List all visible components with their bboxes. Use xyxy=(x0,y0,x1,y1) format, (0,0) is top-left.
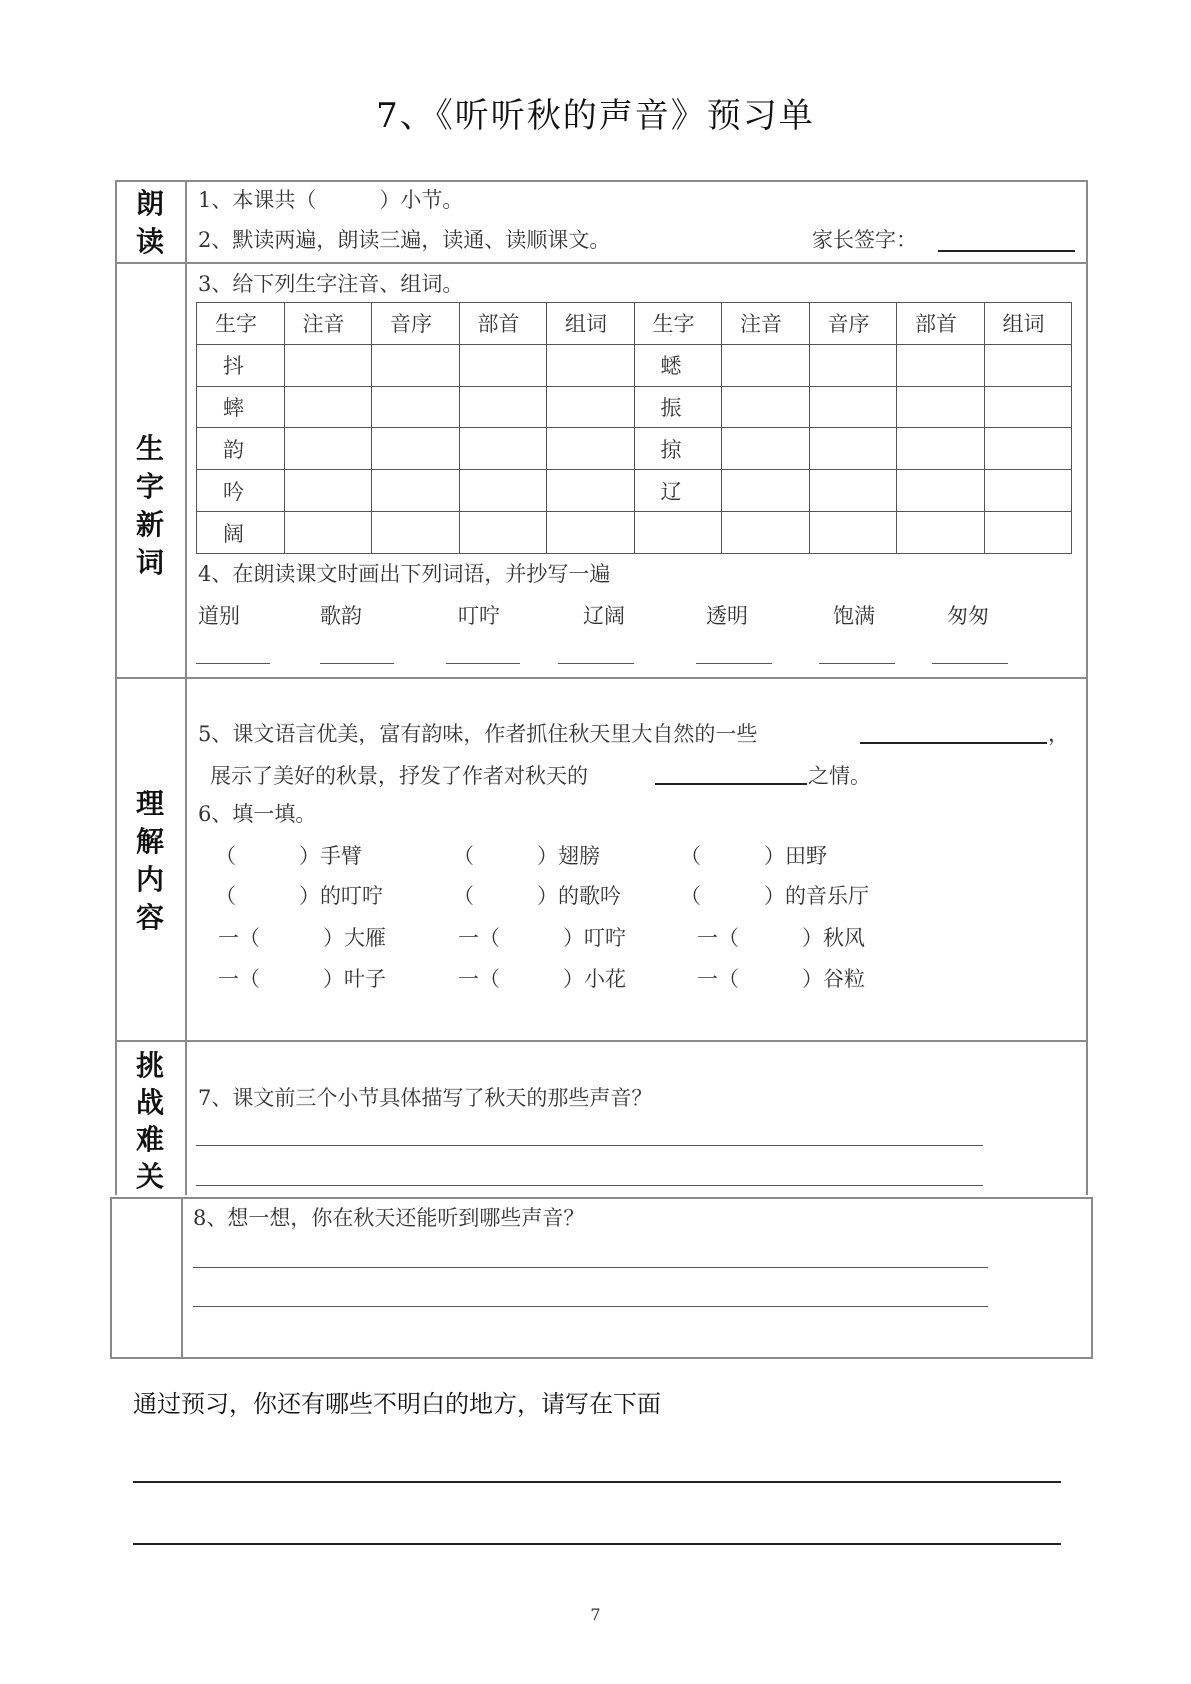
answer-cell[interactable] xyxy=(372,428,460,470)
question-2: 2、默读两遍，朗读三遍，读通、读顺课文。 xyxy=(198,228,611,252)
fill-item: 一（ ）小花 xyxy=(458,967,626,991)
answer-cell[interactable] xyxy=(284,428,372,470)
answer-cell[interactable] xyxy=(722,386,810,428)
answer-cell[interactable] xyxy=(984,428,1072,470)
char-cell: 阔 xyxy=(197,512,285,554)
question-8: 8、想一想，你在秋天还能听到哪些声音？ xyxy=(193,1206,585,1230)
question-7: 7、课文前三个小节具体描写了秋天的那些声音？ xyxy=(198,1086,653,1110)
answer-cell[interactable] xyxy=(547,344,635,386)
copy-line[interactable] xyxy=(696,663,772,664)
fill-item: （ ）手臂 xyxy=(215,844,362,868)
question-4: 4、在朗读课文时画出下列词语，并抄写一遍 xyxy=(198,562,611,586)
char-cell: 吟 xyxy=(197,470,285,512)
answer-cell[interactable] xyxy=(547,428,635,470)
answer-cell[interactable] xyxy=(809,470,897,512)
table-header-cell: 音序 xyxy=(372,303,460,345)
copy-line[interactable] xyxy=(558,663,634,664)
answer-cell[interactable] xyxy=(547,512,635,554)
answer-cell[interactable] xyxy=(459,386,547,428)
table-header-cell: 部首 xyxy=(459,303,547,345)
answer-cell[interactable] xyxy=(459,512,547,554)
section-label-reading: 朗 读 xyxy=(135,187,164,258)
answer-cell[interactable] xyxy=(459,428,547,470)
table-row xyxy=(197,428,1072,470)
answer-cell[interactable] xyxy=(984,470,1072,512)
char-cell: 振 xyxy=(634,386,722,428)
section-label-vocab: 生 字 新 词 xyxy=(135,432,164,579)
question-6: 6、填一填。 xyxy=(198,802,317,826)
table-header-row xyxy=(197,303,1072,345)
q7-answer-line[interactable] xyxy=(196,1145,983,1146)
answer-cell[interactable] xyxy=(809,428,897,470)
word-item: 叮咛 xyxy=(458,604,500,628)
answer-cell[interactable] xyxy=(722,428,810,470)
char-cell: 韵 xyxy=(197,428,285,470)
footer-answer-line[interactable] xyxy=(133,1543,1061,1545)
answer-cell[interactable] xyxy=(547,470,635,512)
answer-cell[interactable] xyxy=(809,386,897,428)
row-divider-reading xyxy=(115,262,1088,264)
table-row xyxy=(197,344,1072,386)
table-row xyxy=(197,512,1072,554)
answer-cell[interactable] xyxy=(547,386,635,428)
answer-cell[interactable] xyxy=(984,344,1072,386)
answer-cell[interactable] xyxy=(897,344,985,386)
word-item: 透明 xyxy=(706,604,748,628)
fill-item: （ ）的音乐厅 xyxy=(680,884,869,908)
char-cell: 掠 xyxy=(634,428,722,470)
q5-blank-2[interactable] xyxy=(655,783,807,785)
answer-cell[interactable] xyxy=(372,386,460,428)
answer-cell[interactable] xyxy=(284,386,372,428)
fill-item: （ ）田野 xyxy=(680,844,827,868)
table-header-cell: 组词 xyxy=(547,303,635,345)
answer-cell[interactable] xyxy=(722,344,810,386)
fill-item: （ ）的叮咛 xyxy=(215,884,383,908)
q8-answer-line[interactable] xyxy=(193,1306,988,1307)
q7-answer-line[interactable] xyxy=(196,1185,983,1186)
answer-cell[interactable] xyxy=(372,470,460,512)
question-5-line-2-end: 之情。 xyxy=(808,764,871,788)
copy-line[interactable] xyxy=(320,663,394,664)
answer-cell[interactable] xyxy=(722,470,810,512)
footer-answer-line[interactable] xyxy=(133,1481,1061,1483)
table-row xyxy=(197,470,1072,512)
fill-item: （ ）的歌吟 xyxy=(453,884,621,908)
table-header-cell: 生字 xyxy=(634,303,722,345)
question-5-line-2: 展示了美好的秋景，抒发了作者对秋天的 xyxy=(210,764,588,788)
page-title: 7、《听听秋的声音》预习单 xyxy=(376,96,815,136)
answer-cell[interactable] xyxy=(372,344,460,386)
answer-cell[interactable] xyxy=(459,470,547,512)
answer-cell[interactable] xyxy=(984,386,1072,428)
copy-line[interactable] xyxy=(819,663,895,664)
page-number: 7 xyxy=(590,1605,601,1624)
answer-cell[interactable] xyxy=(809,512,897,554)
answer-cell[interactable] xyxy=(722,512,810,554)
answer-cell[interactable] xyxy=(897,512,985,554)
footer-question: 通过预习，你还有哪些不明白的地方，请写在下面 xyxy=(133,1390,661,1418)
table-header-cell: 组词 xyxy=(984,303,1072,345)
char-cell: 辽 xyxy=(634,470,722,512)
row-divider-understand xyxy=(115,1040,1088,1042)
character-table xyxy=(196,302,1072,554)
table-header-cell: 生字 xyxy=(197,303,285,345)
copy-line[interactable] xyxy=(932,663,1008,664)
char-cell: 抖 xyxy=(197,344,285,386)
q8-bottom-line xyxy=(110,1357,1093,1359)
fill-item: 一（ ）叮咛 xyxy=(458,926,626,950)
question-3: 3、给下列生字注音、组词。 xyxy=(198,272,464,296)
answer-cell[interactable] xyxy=(897,386,985,428)
question-5-line-1: 5、课文语言优美，富有韵味，作者抓住秋天里大自然的一些 xyxy=(198,722,758,746)
char-cell: 蟀 xyxy=(197,386,285,428)
answer-cell[interactable] xyxy=(897,428,985,470)
q8-answer-line[interactable] xyxy=(193,1267,988,1268)
q8-label-column-divider xyxy=(181,1197,183,1357)
fill-item: 一（ ）秋风 xyxy=(697,926,865,950)
q5-blank-1[interactable] xyxy=(860,742,1047,744)
char-cell xyxy=(634,512,722,554)
answer-cell[interactable] xyxy=(372,512,460,554)
fill-item: （ ）翅膀 xyxy=(453,844,600,868)
word-item: 道别 xyxy=(198,604,240,628)
answer-cell[interactable] xyxy=(897,470,985,512)
char-cell: 蟋 xyxy=(634,344,722,386)
parent-signature-line[interactable] xyxy=(938,250,1075,252)
question-1: 1、本课共（ ）小节。 xyxy=(198,188,464,212)
table-header-cell: 部首 xyxy=(897,303,985,345)
word-item: 饱满 xyxy=(833,604,875,628)
table-header-cell: 注音 xyxy=(722,303,810,345)
label-column-divider xyxy=(185,180,187,1195)
copy-line[interactable] xyxy=(196,663,270,664)
copy-line[interactable] xyxy=(446,663,520,664)
answer-cell[interactable] xyxy=(984,512,1072,554)
answer-cell[interactable] xyxy=(284,512,372,554)
q5-comma: ， xyxy=(1048,722,1069,746)
word-item: 辽阔 xyxy=(583,604,625,628)
answer-cell[interactable] xyxy=(459,344,547,386)
section-label-challenge: 挑 战 难 关 xyxy=(135,1049,164,1193)
table-header-cell: 注音 xyxy=(284,303,372,345)
section-label-understand: 理 解 内 容 xyxy=(135,787,164,934)
parent-signature-label: 家长签字： xyxy=(812,228,917,252)
fill-item: 一（ ）大雁 xyxy=(218,926,386,950)
row-divider-vocab xyxy=(115,677,1088,679)
fill-item: 一（ ）谷粒 xyxy=(697,967,865,991)
word-item: 匆匆 xyxy=(947,604,989,628)
fill-item: 一（ ）叶子 xyxy=(218,967,386,991)
table-header-cell: 音序 xyxy=(809,303,897,345)
table-row xyxy=(197,386,1072,428)
answer-cell[interactable] xyxy=(284,344,372,386)
answer-cell[interactable] xyxy=(284,470,372,512)
answer-cell[interactable] xyxy=(809,344,897,386)
word-item: 歌韵 xyxy=(320,604,362,628)
